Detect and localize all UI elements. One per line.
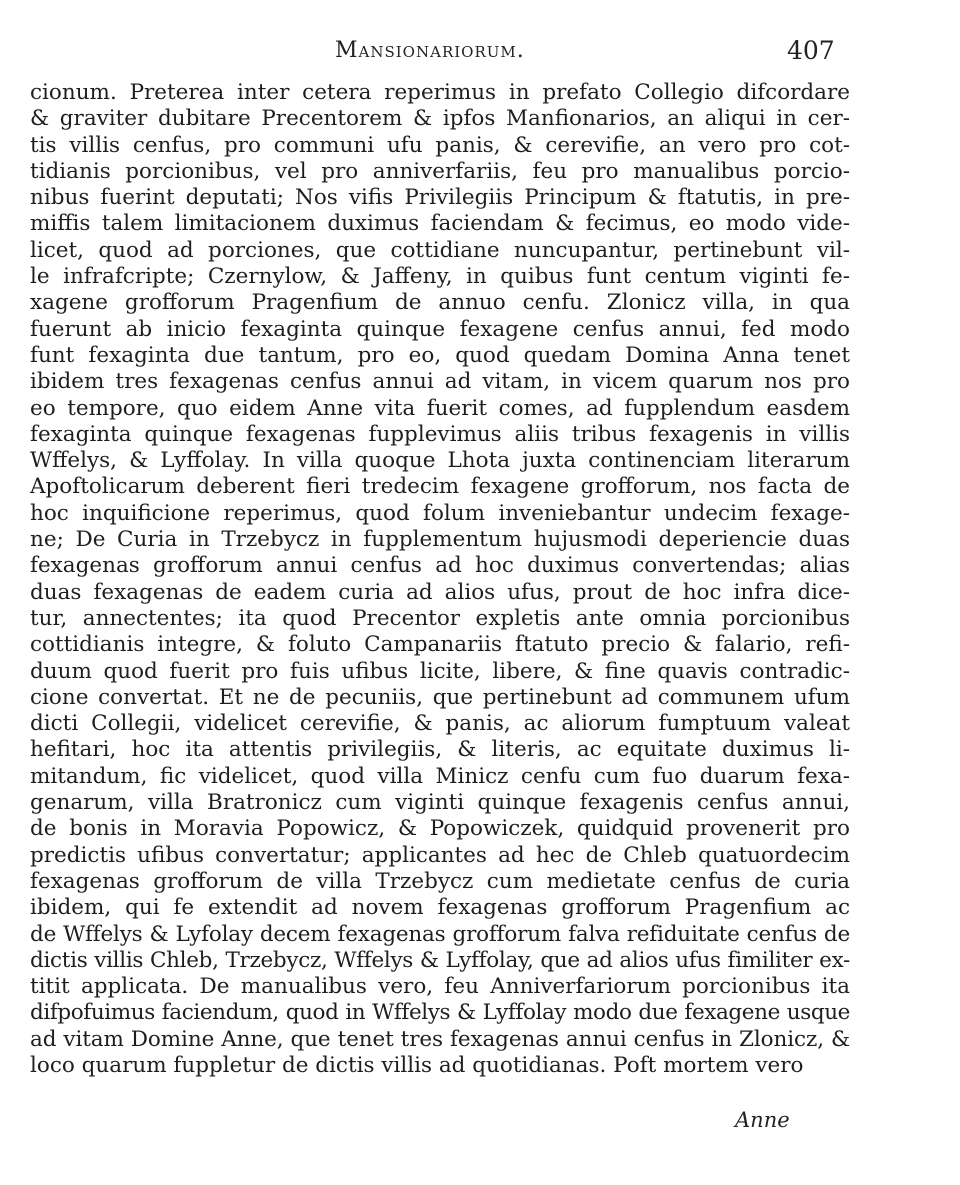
text-line: predictis ufibus convertatur; applicantes ad hec de Chleb quatuordecim [30, 842, 850, 868]
text-line: duum quod fuerit pro fuis ufibus licite, libere, & fine quavis contradic- [30, 658, 850, 684]
text-line: genarum, villa Bratronicz cum viginti quinque fexagenis cenfus annui, [30, 790, 850, 816]
text-line: cionum. Preterea inter cetera reperimus in prefato Collegio difcordare [30, 80, 850, 105]
text-line: funt fexaginta due tantum, pro eo, quod quedam Domina Anna tenet [30, 342, 850, 368]
text-line: cione convertat. Et ne de pecuniis, que pertinebunt ad communem ufum [30, 684, 850, 710]
text-line: ibidem, qui fe extendit ad novem fexagenas grofforum Pragenfium ac [30, 895, 850, 921]
text-line: fexagenas grofforum annui cenfus ad hoc duximus convertendas; alias [30, 553, 850, 579]
text-line: tidianis porcionibus, vel pro anniverfariis, feu pro manualibus porcio- [30, 158, 850, 184]
page-header [0, 38, 960, 72]
text-line: loco quarum fuppletur de dictis villis ad quotidianas. Poft mortem vero [30, 1052, 804, 1078]
text-line: ibidem tres fexagenas cenfus annui ad vitam, in vicem quarum nos pro [30, 369, 850, 395]
text-line: de bonis in Moravia Popowicz, & Popowiczek, quidquid provenerit pro [30, 816, 850, 842]
text-line: Wffelys, & Lyffolay. In villa quoque Lhota juxta continenciam literarum [30, 448, 850, 474]
text-line: tis villis cenfus, pro communi ufu panis, & cerevifie, an vero pro cot- [30, 132, 850, 158]
text-line: dicti Collegii, videlicet cerevifie, & panis, ac aliorum fumptuum valeat [30, 711, 850, 737]
text-line: de Wffelys & Lyfolay decem fexagenas grofforum falva refiduitate cenfus de [30, 921, 850, 947]
text-line: eo tempore, quo eidem Anne vita fuerit comes, ad fupplendum easdem [30, 395, 850, 421]
text-line: xagene grofforum Pragenfium de annuo cenfu. Zlonicz villa, in qua [30, 290, 850, 316]
text-line: hefitari, hoc ita attentis privilegiis, & literis, ac equitate duximus li- [30, 737, 850, 763]
text-line: miffis talem limitacionem duximus faciendam & fecimus, eo modo vide- [30, 211, 850, 237]
text-line: mitandum, fic videlicet, quod villa Minicz cenfu cum fuo duarum fexa- [30, 763, 850, 789]
text-line: nibus fuerint deputati; Nos vifis Privilegiis Principum & ftatutis, in pre- [30, 185, 850, 211]
text-line: titit applicata. De manualibus vero, feu Anniverfariorum porcionibus ita [30, 974, 850, 1000]
text-line: fexagenas grofforum de villa Trzebycz cum medietate cenfus de curia [30, 868, 850, 894]
text-line: Apoftolicarum deberent fieri tredecim fexagene grofforum, nos facta de [30, 474, 850, 500]
text-line: duas fexagenas de eadem curia ad alios ufus, prout de hoc infra dice- [30, 579, 850, 605]
text-line: ad vitam Domine Anne, que tenet tres fexagenas annui cenfus in Zlonicz, & [30, 1026, 850, 1052]
text-line: dictis villis Chleb, Trzebycz, Wffelys & Lyffolay, que ad alios ufus fimiliter ex- [30, 947, 850, 973]
text-line: licet, quod ad porciones, que cottidiane nuncupantur, pertinebunt vil- [30, 237, 850, 263]
text-line: hoc inquificione reperimus, quod folum inveniebantur undecim fexage- [30, 500, 850, 526]
catchword: Anne [735, 1108, 790, 1132]
page-number: 407 [787, 36, 835, 65]
text-line: tur, annectentes; ita quod Precentor expletis ante omnia porcionibus [30, 605, 850, 631]
body-text [30, 80, 850, 1079]
text-line: & graviter dubitare Precentorem & ipfos Manfionarios, an aliqui in cer- [30, 106, 850, 132]
text-line: fuerunt ab inicio fexaginta quinque fexagene cenfus annui, fed modo [30, 316, 850, 342]
running-head: Mansionariorum. [335, 38, 525, 63]
text-line: cottidianis integre, & foluto Campanariis ftatuto precio & falario, refi- [30, 632, 850, 658]
text-line: ne; De Curia in Trzebycz in fupplementum hujusmodi deperiencie duas [30, 527, 850, 553]
text-line: difpofuimus faciendum, quod in Wffelys & Lyffolay modo due fexagene usque [30, 1000, 850, 1026]
text-line: fexaginta quinque fexagenas fupplevimus aliis tribus fexagenis in villis [30, 421, 850, 447]
text-line: le infrafcripte; Czernylow, & Jaffeny, in quibus funt centum viginti fe- [30, 264, 850, 290]
